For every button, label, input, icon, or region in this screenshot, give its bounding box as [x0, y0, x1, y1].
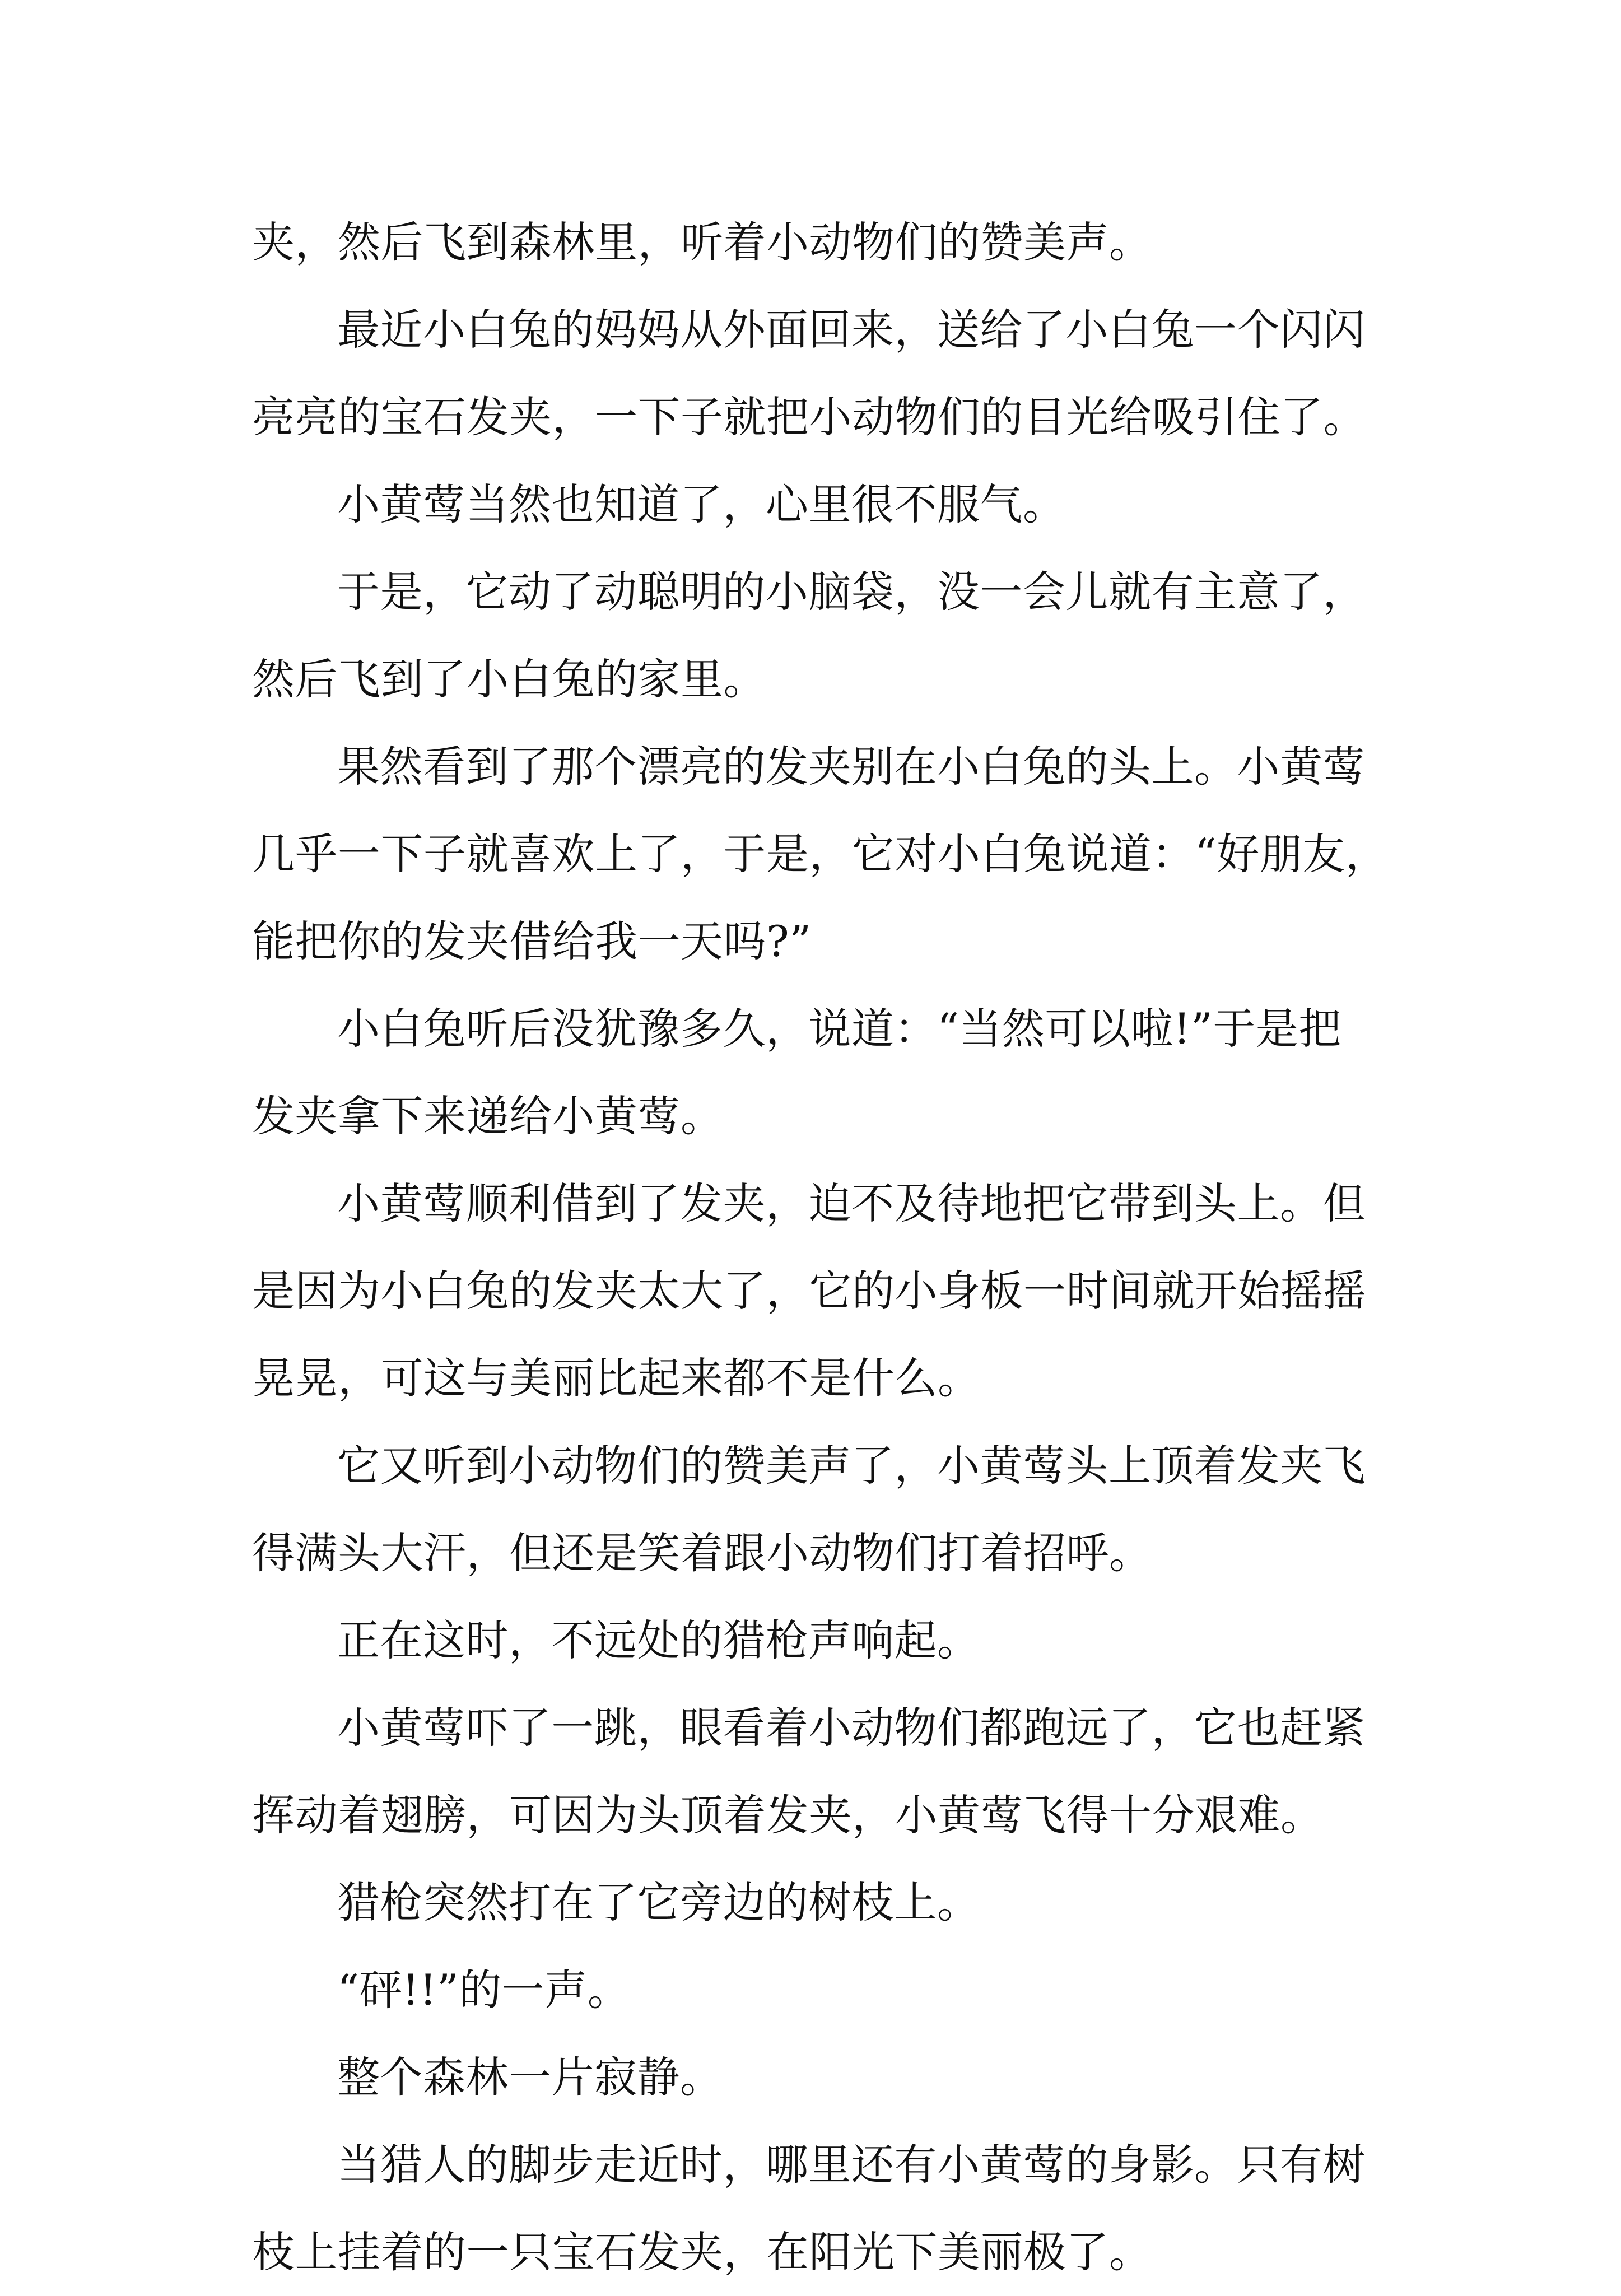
text-line: 小白兔听后没犹豫多久，说道：“当然可以啦!”于是把 — [337, 1004, 1341, 1054]
text-line: 果然看到了那个漂亮的发夹别在小白兔的头上。小黄莺 — [337, 742, 1366, 791]
text-line: 整个森林一片寂静。 — [337, 2052, 723, 2102]
text-line: 然后飞到了小白兔的家里。 — [252, 654, 766, 704]
text-line: 正在这时，不远处的猎枪声响起。 — [337, 1615, 980, 1665]
text-line: 挥动着翅膀，可因为头顶着发夹，小黄莺飞得十分艰难。 — [252, 1790, 1324, 1840]
text-line: 得满头大汗，但还是笑着跟小动物们打着招呼。 — [252, 1528, 1152, 1578]
text-line: 几乎一下子就喜欢上了，于是，它对小白兔说道：“好朋友， — [252, 829, 1389, 879]
text-line: 它又听到小动物们的赞美声了，小黄莺头上顶着发夹飞 — [337, 1441, 1366, 1491]
text-line: 最近小白兔的妈妈从外面回来，送给了小白兔一个闪闪 — [337, 305, 1366, 355]
text-line: 发夹拿下来递给小黄莺。 — [252, 1091, 724, 1141]
text-line: 亮亮的宝石发夹，一下子就把小动物们的目光给吸引住了。 — [252, 392, 1366, 442]
text-line: 小黄莺顺利借到了发夹，迫不及待地把它带到头上。但 — [337, 1179, 1366, 1228]
text-line: 枝上挂着的一只宝石发夹，在阳光下美丽极了。 — [252, 2227, 1152, 2277]
text-line: 当猎人的脚步走近时，哪里还有小黄莺的身影。只有树 — [337, 2140, 1366, 2190]
text-line: 夹，然后飞到森林里，听着小动物们的赞美声。 — [252, 217, 1152, 267]
text-line: 能把你的发夹借给我一天吗?” — [252, 916, 812, 966]
text-line: “砰!!”的一声。 — [337, 1965, 631, 2015]
text-line: 晃晃，可这与美丽比起来都不是什么。 — [252, 1353, 981, 1403]
document-body — [252, 199, 1395, 2296]
text-line: 小黄莺吓了一跳，眼看着小动物们都跑远了，它也赶紧 — [337, 1703, 1366, 1753]
text-line: 小黄莺当然也知道了，心里很不服气。 — [337, 479, 1066, 529]
text-line: 于是，它动了动聪明的小脑袋，没一会儿就有主意了， — [337, 567, 1366, 617]
text-line: 猎枪突然打在了它旁边的树枝上。 — [337, 1878, 980, 1927]
text-line: 是因为小白兔的发夹太大了，它的小身板一时间就开始摇摇 — [252, 1266, 1366, 1316]
